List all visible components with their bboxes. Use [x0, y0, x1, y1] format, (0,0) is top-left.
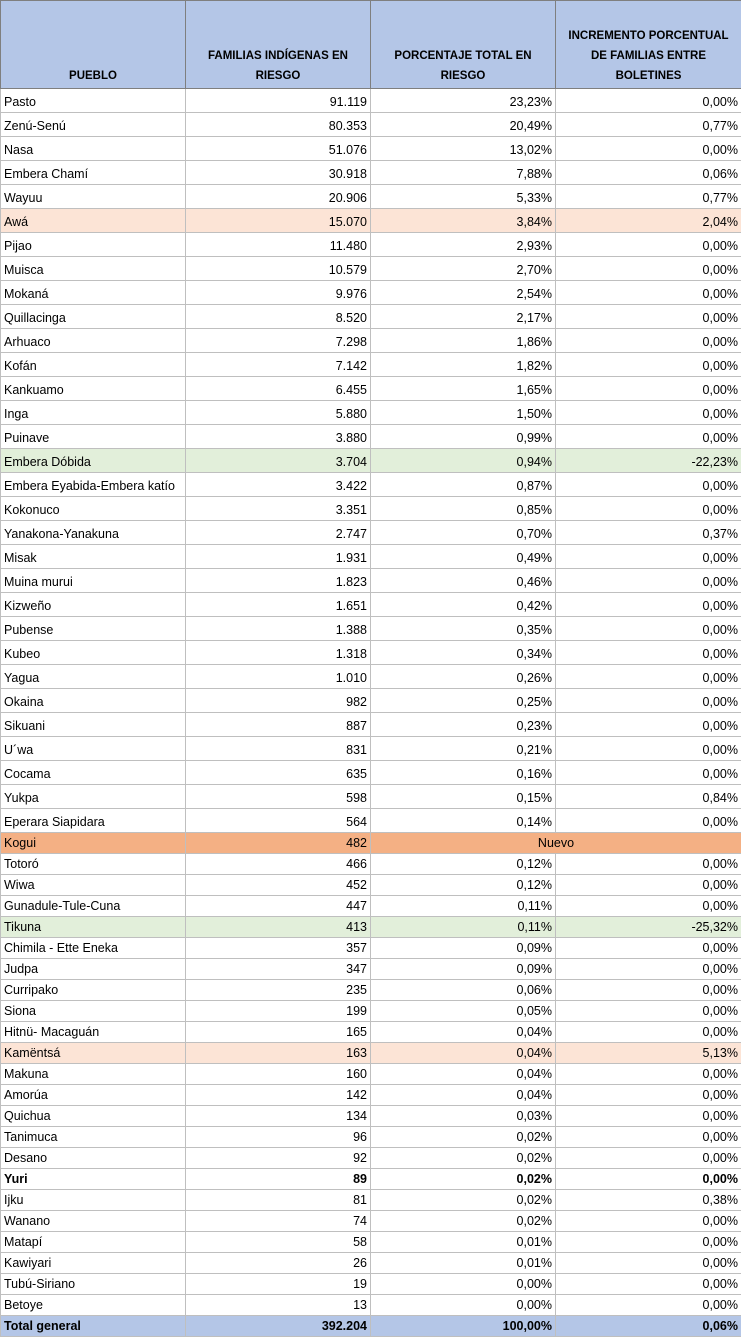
header-familias: FAMILIAS INDÍGENAS EN RIESGO	[186, 1, 371, 89]
cell-familias: 26	[186, 1253, 371, 1274]
cell-familias: 635	[186, 761, 371, 785]
cell-pueblo: Wiwa	[1, 875, 186, 896]
cell-porcentaje: 0,04%	[371, 1085, 556, 1106]
cell-porcentaje: 0,04%	[371, 1043, 556, 1064]
cell-pueblo: Chimila - Ette Eneka	[1, 938, 186, 959]
cell-incremento: 0,00%	[556, 665, 741, 689]
cell-porcentaje: 0,70%	[371, 521, 556, 545]
cell-pueblo: Pijao	[1, 233, 186, 257]
table-row	[1, 1043, 741, 1064]
table-row	[1, 1127, 741, 1148]
cell-incremento: 0,00%	[556, 377, 741, 401]
cell-familias: 598	[186, 785, 371, 809]
cell-porcentaje: 0,85%	[371, 497, 556, 521]
cell-porcentaje: 0,00%	[371, 1274, 556, 1295]
table-row	[1, 113, 741, 137]
cell-familias: 1.931	[186, 545, 371, 569]
cell-incremento: 0,00%	[556, 1274, 741, 1295]
cell-familias: 92	[186, 1148, 371, 1169]
cell-familias: 13	[186, 1295, 371, 1316]
cell-familias: 160	[186, 1064, 371, 1085]
cell-porcentaje: 23,23%	[371, 89, 556, 113]
table-row	[1, 737, 741, 761]
table-row	[1, 1274, 741, 1295]
table-row	[1, 1253, 741, 1274]
table-row	[1, 329, 741, 353]
table-row	[1, 233, 741, 257]
cell-incremento: 0,00%	[556, 689, 741, 713]
cell-familias: 357	[186, 938, 371, 959]
cell-pueblo: Muisca	[1, 257, 186, 281]
table-row	[1, 1148, 741, 1169]
table-row	[1, 1001, 741, 1022]
cell-pueblo: Pubense	[1, 617, 186, 641]
header-pueblo: PUEBLO	[1, 1, 186, 89]
cell-familias: 1.010	[186, 665, 371, 689]
cell-familias: 3.880	[186, 425, 371, 449]
table-row	[1, 761, 741, 785]
cell-pueblo: Quichua	[1, 1106, 186, 1127]
cell-porcentaje: 0,99%	[371, 425, 556, 449]
cell-familias: 51.076	[186, 137, 371, 161]
table-row	[1, 353, 741, 377]
table-row	[1, 1295, 741, 1316]
cell-incremento: 0,00%	[556, 875, 741, 896]
cell-incremento: 0,00%	[556, 593, 741, 617]
table-row	[1, 809, 741, 833]
cell-incremento: 0,00%	[556, 980, 741, 1001]
cell-porcentaje: 0,01%	[371, 1253, 556, 1274]
cell-pueblo: Hitnü- Macaguán	[1, 1022, 186, 1043]
cell-incremento: 0,00%	[556, 305, 741, 329]
cell-familias: 1.823	[186, 569, 371, 593]
cell-incremento: 0,00%	[556, 1127, 741, 1148]
table-body	[1, 89, 741, 1316]
cell-porcentaje: 0,02%	[371, 1169, 556, 1190]
table-row	[1, 425, 741, 449]
cell-incremento: 0,77%	[556, 113, 741, 137]
cell-pueblo: Quillacinga	[1, 305, 186, 329]
cell-pueblo: Embera Eyabida-Embera katío	[1, 473, 186, 497]
table-row	[1, 896, 741, 917]
cell-familias: 7.142	[186, 353, 371, 377]
cell-porcentaje: 0,87%	[371, 473, 556, 497]
cell-incremento: 0,00%	[556, 401, 741, 425]
cell-pueblo: Kankuamo	[1, 377, 186, 401]
cell-porcentaje: 0,02%	[371, 1211, 556, 1232]
cell-pueblo: Embera Dóbida	[1, 449, 186, 473]
cell-porcentaje: 0,94%	[371, 449, 556, 473]
cell-incremento: 0,00%	[556, 425, 741, 449]
table-row	[1, 1064, 741, 1085]
cell-incremento: 0,00%	[556, 1232, 741, 1253]
cell-pueblo: Wayuu	[1, 185, 186, 209]
cell-porcentaje: 2,93%	[371, 233, 556, 257]
cell-pueblo: Kokonuco	[1, 497, 186, 521]
cell-incremento: 2,04%	[556, 209, 741, 233]
cell-porcentaje: 0,49%	[371, 545, 556, 569]
cell-incremento: 0,00%	[556, 1106, 741, 1127]
cell-incremento: 0,00%	[556, 281, 741, 305]
cell-porcentaje: 5,33%	[371, 185, 556, 209]
cell-pueblo: Okaina	[1, 689, 186, 713]
cell-pueblo: Inga	[1, 401, 186, 425]
cell-familias: 3.351	[186, 497, 371, 521]
cell-pueblo: Tubú-Siriano	[1, 1274, 186, 1295]
cell-porcentaje: 20,49%	[371, 113, 556, 137]
cell-porcentaje: 0,02%	[371, 1127, 556, 1148]
cell-pueblo: Mokaná	[1, 281, 186, 305]
cell-familias: 142	[186, 1085, 371, 1106]
cell-familias: 2.747	[186, 521, 371, 545]
cell-familias: 1.318	[186, 641, 371, 665]
table-row	[1, 545, 741, 569]
cell-pueblo: Totoró	[1, 854, 186, 875]
cell-familias: 413	[186, 917, 371, 938]
cell-incremento: 0,00%	[556, 959, 741, 980]
cell-porcentaje: 0,04%	[371, 1022, 556, 1043]
cell-porcentaje: 0,21%	[371, 737, 556, 761]
cell-pueblo: Judpa	[1, 959, 186, 980]
cell-porcentaje: 1,65%	[371, 377, 556, 401]
cell-incremento: 0,37%	[556, 521, 741, 545]
cell-familias: 15.070	[186, 209, 371, 233]
cell-porcentaje: 0,01%	[371, 1232, 556, 1253]
cell-familias: 482	[186, 833, 371, 854]
header-incremento: INCREMENTO PORCENTUAL DE FAMILIAS ENTRE BOLETINES	[556, 1, 741, 89]
cell-porcentaje: 0,06%	[371, 980, 556, 1001]
cell-familias: 80.353	[186, 113, 371, 137]
cell-pueblo: Betoye	[1, 1295, 186, 1316]
cell-familias: 11.480	[186, 233, 371, 257]
cell-porcentaje: 0,34%	[371, 641, 556, 665]
cell-porcentaje: 0,11%	[371, 896, 556, 917]
cell-porcentaje: 0,02%	[371, 1148, 556, 1169]
table-row	[1, 665, 741, 689]
cell-incremento: 0,00%	[556, 761, 741, 785]
cell-porcentaje: 13,02%	[371, 137, 556, 161]
cell-pueblo: Kamëntsá	[1, 1043, 186, 1064]
cell-porcentaje: 0,42%	[371, 593, 556, 617]
cell-porcentaje: 0,35%	[371, 617, 556, 641]
cell-incremento: 0,00%	[556, 497, 741, 521]
cell-familias: 831	[186, 737, 371, 761]
cell-familias: 199	[186, 1001, 371, 1022]
cell-porcentaje: 0,00%	[371, 1295, 556, 1316]
cell-pueblo: Kizweño	[1, 593, 186, 617]
cell-porcentaje: 0,12%	[371, 854, 556, 875]
cell-familias: 5.880	[186, 401, 371, 425]
cell-incremento: 0,00%	[556, 1022, 741, 1043]
cell-familias: 466	[186, 854, 371, 875]
cell-pueblo: Puinave	[1, 425, 186, 449]
cell-pueblo: Zenú-Senú	[1, 113, 186, 137]
table-row	[1, 497, 741, 521]
header-row	[1, 1, 741, 89]
cell-pueblo: Curripako	[1, 980, 186, 1001]
cell-porcentaje: 3,84%	[371, 209, 556, 233]
cell-incremento: -22,23%	[556, 449, 741, 473]
cell-incremento: 0,00%	[556, 1148, 741, 1169]
cell-incremento: 0,00%	[556, 854, 741, 875]
cell-familias: 235	[186, 980, 371, 1001]
cell-pueblo: Embera Chamí	[1, 161, 186, 185]
total-porcentaje: 100,00%	[371, 1316, 556, 1337]
cell-pueblo: Nasa	[1, 137, 186, 161]
cell-pueblo: Cocama	[1, 761, 186, 785]
cell-pueblo: Tanimuca	[1, 1127, 186, 1148]
cell-pueblo: Arhuaco	[1, 329, 186, 353]
header-porcentaje: PORCENTAJE TOTAL EN RIESGO	[371, 1, 556, 89]
cell-pueblo: Misak	[1, 545, 186, 569]
table-row	[1, 1190, 741, 1211]
cell-familias: 81	[186, 1190, 371, 1211]
cell-familias: 91.119	[186, 89, 371, 113]
cell-pueblo: Yagua	[1, 665, 186, 689]
table-row	[1, 875, 741, 896]
table-row	[1, 281, 741, 305]
table-row	[1, 89, 741, 113]
cell-pueblo: Yanakona-Yanakuna	[1, 521, 186, 545]
cell-porcentaje: 0,16%	[371, 761, 556, 785]
table-row	[1, 1085, 741, 1106]
cell-incremento: 0,00%	[556, 896, 741, 917]
cell-familias: 74	[186, 1211, 371, 1232]
table-row	[1, 617, 741, 641]
cell-incremento: 0,00%	[556, 1295, 741, 1316]
cell-familias: 96	[186, 1127, 371, 1148]
cell-familias: 564	[186, 809, 371, 833]
cell-porcentaje: 2,17%	[371, 305, 556, 329]
cell-incremento: 0,00%	[556, 938, 741, 959]
cell-incremento: 0,06%	[556, 161, 741, 185]
cell-pueblo: Kubeo	[1, 641, 186, 665]
table-row	[1, 1211, 741, 1232]
total-incremento: 0,06%	[556, 1316, 741, 1337]
cell-porcentaje: 0,05%	[371, 1001, 556, 1022]
cell-incremento: 0,00%	[556, 353, 741, 377]
total-label: Total general	[1, 1316, 186, 1337]
table-row	[1, 161, 741, 185]
cell-pueblo: Gunadule-Tule-Cuna	[1, 896, 186, 917]
cell-incremento: 0,00%	[556, 545, 741, 569]
table-row	[1, 185, 741, 209]
cell-incremento: 0,00%	[556, 329, 741, 353]
table-row	[1, 401, 741, 425]
cell-incremento: 0,00%	[556, 89, 741, 113]
table-row	[1, 938, 741, 959]
cell-incremento: 0,00%	[556, 569, 741, 593]
cell-porcentaje: 0,14%	[371, 809, 556, 833]
cell-familias: 58	[186, 1232, 371, 1253]
cell-familias: 452	[186, 875, 371, 896]
cell-familias: 163	[186, 1043, 371, 1064]
table-row	[1, 257, 741, 281]
cell-porcentaje: 0,15%	[371, 785, 556, 809]
cell-porcentaje: 2,70%	[371, 257, 556, 281]
cell-pueblo: Kawiyari	[1, 1253, 186, 1274]
cell-incremento: 0,00%	[556, 641, 741, 665]
table-row	[1, 833, 741, 854]
cell-porcentaje: 0,25%	[371, 689, 556, 713]
cell-incremento: 0,00%	[556, 737, 741, 761]
cell-porcentaje: 0,26%	[371, 665, 556, 689]
table-row	[1, 473, 741, 497]
cell-incremento: 0,00%	[556, 1169, 741, 1190]
cell-incremento: 0,00%	[556, 617, 741, 641]
cell-incremento: 0,77%	[556, 185, 741, 209]
cell-familias: 3.704	[186, 449, 371, 473]
cell-porcentaje: 2,54%	[371, 281, 556, 305]
table-row	[1, 1169, 741, 1190]
cell-nuevo: Nuevo	[371, 833, 741, 854]
cell-porcentaje: 0,09%	[371, 938, 556, 959]
cell-pueblo: Desano	[1, 1148, 186, 1169]
table-row	[1, 305, 741, 329]
cell-incremento: 0,00%	[556, 1211, 741, 1232]
cell-pueblo: Tikuna	[1, 917, 186, 938]
table-row	[1, 689, 741, 713]
cell-familias: 30.918	[186, 161, 371, 185]
table-row	[1, 569, 741, 593]
cell-pueblo: Amorúa	[1, 1085, 186, 1106]
cell-incremento: 0,00%	[556, 713, 741, 737]
cell-incremento: 0,84%	[556, 785, 741, 809]
table-row	[1, 980, 741, 1001]
table-row	[1, 785, 741, 809]
cell-incremento: 0,00%	[556, 137, 741, 161]
cell-familias: 982	[186, 689, 371, 713]
table-row	[1, 137, 741, 161]
cell-porcentaje: 7,88%	[371, 161, 556, 185]
cell-porcentaje: 0,46%	[371, 569, 556, 593]
table-row	[1, 917, 741, 938]
cell-familias: 89	[186, 1169, 371, 1190]
cell-porcentaje: 0,12%	[371, 875, 556, 896]
cell-porcentaje: 1,82%	[371, 353, 556, 377]
cell-incremento: 0,00%	[556, 257, 741, 281]
table-row	[1, 593, 741, 617]
cell-incremento: -25,32%	[556, 917, 741, 938]
cell-familias: 8.520	[186, 305, 371, 329]
cell-familias: 1.651	[186, 593, 371, 617]
cell-incremento: 0,00%	[556, 1064, 741, 1085]
table-row	[1, 1232, 741, 1253]
cell-pueblo: Kofán	[1, 353, 186, 377]
table-row	[1, 959, 741, 980]
cell-pueblo: U´wa	[1, 737, 186, 761]
table-row	[1, 521, 741, 545]
cell-porcentaje: 0,02%	[371, 1190, 556, 1211]
cell-porcentaje: 0,11%	[371, 917, 556, 938]
cell-familias: 134	[186, 1106, 371, 1127]
cell-familias: 19	[186, 1274, 371, 1295]
table-row	[1, 209, 741, 233]
cell-familias: 347	[186, 959, 371, 980]
cell-pueblo: Matapí	[1, 1232, 186, 1253]
cell-familias: 6.455	[186, 377, 371, 401]
cell-porcentaje: 0,04%	[371, 1064, 556, 1085]
cell-incremento: 0,00%	[556, 233, 741, 257]
cell-incremento: 0,00%	[556, 1085, 741, 1106]
cell-pueblo: Pasto	[1, 89, 186, 113]
table-row	[1, 377, 741, 401]
table-row	[1, 641, 741, 665]
cell-familias: 165	[186, 1022, 371, 1043]
cell-incremento: 0,00%	[556, 809, 741, 833]
cell-incremento: 0,38%	[556, 1190, 741, 1211]
cell-porcentaje: 0,03%	[371, 1106, 556, 1127]
cell-pueblo: Makuna	[1, 1064, 186, 1085]
cell-porcentaje: 1,86%	[371, 329, 556, 353]
cell-familias: 447	[186, 896, 371, 917]
cell-familias: 1.388	[186, 617, 371, 641]
cell-incremento: 0,00%	[556, 473, 741, 497]
table-row	[1, 1106, 741, 1127]
cell-incremento: 0,00%	[556, 1253, 741, 1274]
cell-pueblo: Yukpa	[1, 785, 186, 809]
cell-pueblo: Awá	[1, 209, 186, 233]
cell-familias: 20.906	[186, 185, 371, 209]
table-row	[1, 854, 741, 875]
cell-incremento: 5,13%	[556, 1043, 741, 1064]
cell-familias: 887	[186, 713, 371, 737]
table-row	[1, 449, 741, 473]
cell-familias: 10.579	[186, 257, 371, 281]
total-familias: 392.204	[186, 1316, 371, 1337]
cell-familias: 7.298	[186, 329, 371, 353]
cell-incremento: 0,00%	[556, 1001, 741, 1022]
cell-porcentaje: 1,50%	[371, 401, 556, 425]
cell-pueblo: Siona	[1, 1001, 186, 1022]
cell-pueblo: Ijku	[1, 1190, 186, 1211]
cell-pueblo: Yuri	[1, 1169, 186, 1190]
cell-pueblo: Wanano	[1, 1211, 186, 1232]
cell-pueblo: Kogui	[1, 833, 186, 854]
table-row	[1, 1022, 741, 1043]
table-row	[1, 713, 741, 737]
cell-familias: 9.976	[186, 281, 371, 305]
cell-porcentaje: 0,09%	[371, 959, 556, 980]
cell-familias: 3.422	[186, 473, 371, 497]
total-row	[1, 1316, 741, 1337]
cell-pueblo: Sikuani	[1, 713, 186, 737]
cell-pueblo: Muina murui	[1, 569, 186, 593]
cell-pueblo: Eperara Siapidara	[1, 809, 186, 833]
cell-porcentaje: 0,23%	[371, 713, 556, 737]
